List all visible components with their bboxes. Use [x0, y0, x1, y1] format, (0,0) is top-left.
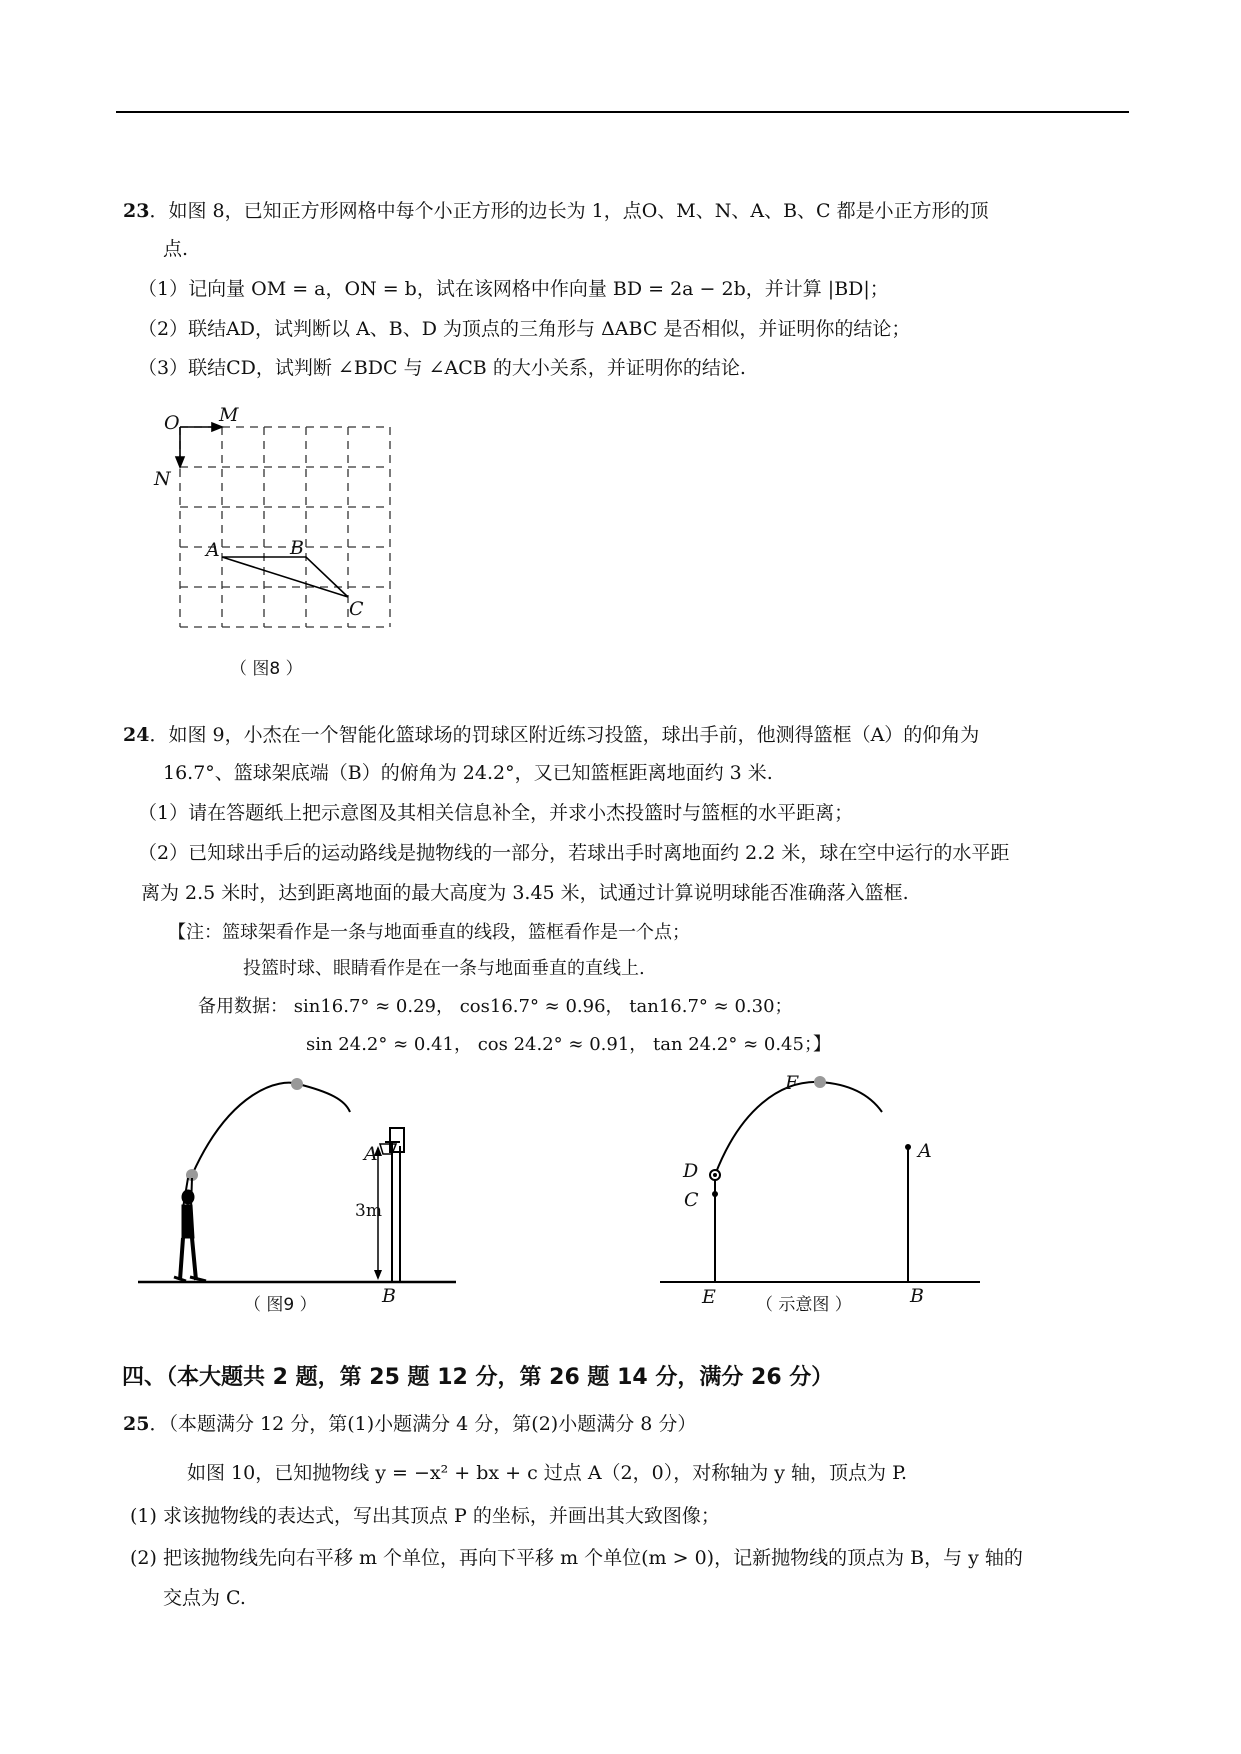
q24-part2a: （2）已知球出手后的运动路线是抛物线的一部分，若球出手时离地面约 2.2 米，球在空中运行的水平距: [138, 842, 1010, 864]
data-row-1: sin16.7° ≈ 0.29， cos16.7° ≈ 0.96， tan16.7° ≈ 0.30；: [293, 996, 793, 1017]
header-rule: [116, 111, 1129, 113]
fig9-label-b: B: [382, 1285, 396, 1307]
triangle-abc: [222, 557, 348, 597]
q23-part2: （2）联结AD，试判断以 A、B、D 为顶点的三角形与 ΔABC 是否相似，并证明你的结论；: [138, 318, 911, 340]
label-b: B: [290, 537, 304, 559]
q24-part2b: 离为 2.5 米时，达到距离地面的最大高度为 3.45 米，试通过计算说明球能否准确落入篮框.: [141, 882, 909, 904]
section-4-heading: 四、（本大题共 2 题，第 25 题 12 分，第 26 题 14 分，满分 26 分）: [122, 1365, 834, 1390]
q23-text: ．如图 8，已知正方形网格中每个小正方形的边长为 1，点O、M、N、A、B、C 都是小正方形的顶: [149, 200, 989, 222]
fig9-height-label: 3m: [355, 1201, 382, 1221]
arrow-down-icon: [374, 1270, 382, 1280]
sketch-label-a: A: [918, 1140, 932, 1162]
ball-apex-icon: [291, 1078, 303, 1090]
q25-part2: (2) 把该抛物线先向右平移 m 个单位，再向下平移 m 个单位(m > 0)，记新抛物线的顶点为 B，与 y 轴的: [130, 1547, 1023, 1569]
q24-number: 24: [123, 724, 150, 746]
q23-number: 23: [123, 200, 150, 222]
figure-8-grid: [150, 395, 410, 655]
label-m: M: [219, 404, 239, 426]
q25-number: 25: [123, 1413, 150, 1435]
sketch-caption: （ 示意图 ）: [756, 1295, 852, 1315]
sketch-label-e: E: [702, 1286, 716, 1308]
q24-line2: 16.7°、篮球架底端（B）的俯角为 24.2°，又已知篮框距离地面约 3 米.: [163, 762, 773, 784]
sketch-label-f: F: [785, 1072, 799, 1094]
point-f-icon: [814, 1076, 826, 1088]
q24-note3: [198, 994, 793, 1020]
label-a: A: [206, 539, 220, 561]
basketball-hoop-icon: [380, 1128, 404, 1282]
q25-head: [123, 1411, 696, 1437]
sketch-label-d: D: [683, 1160, 699, 1182]
q25-part1: (1) 求该抛物线的表达式，写出其顶点 P 的坐标，并画出其大致图像；: [130, 1505, 720, 1527]
q23-line2: 点.: [163, 238, 189, 260]
label-o: O: [164, 412, 180, 434]
player-icon: [174, 1178, 206, 1281]
ball-trajectory: [192, 1083, 350, 1175]
q25-line1: 如图 10，已知抛物线 y = −x² + bx + c 过点 A（2，0），对称轴为 y 轴，顶点为 P.: [187, 1462, 908, 1484]
q24-note1: 【注：篮球架看作是一条与地面垂直的线段，篮框看作是一个点；: [168, 922, 690, 943]
sketch-trajectory: [715, 1082, 882, 1175]
figure-8-caption: （ 图8 ）: [230, 659, 303, 679]
q24-note4: sin 24.2° ≈ 0.41， cos 24.2° ≈ 0.91， tan 24.2° ≈ 0.45；】: [306, 1034, 831, 1055]
label-n: N: [154, 468, 171, 490]
schematic-sketch: [650, 1070, 990, 1290]
q23-line1: [123, 198, 989, 224]
figure-9: [130, 1070, 470, 1290]
sketch-label-c: C: [684, 1189, 699, 1211]
sketch-label-b: B: [910, 1285, 924, 1307]
fig9-label-a: A: [364, 1143, 378, 1165]
label-c: C: [349, 598, 364, 620]
q24-part1: （1）请在答题纸上把示意图及其相关信息补全，并求小杰投篮时与篮框的水平距离；: [138, 802, 854, 824]
q25-part2b: 交点为 C.: [163, 1587, 246, 1609]
data-label: 备用数据：: [198, 996, 288, 1017]
arrowhead-n-icon: [176, 457, 184, 467]
q23-part3: （3）联结CD，试判断 ∠BDC 与 ∠ACB 的大小关系，并证明你的结论.: [138, 357, 746, 379]
figure-9-caption: （ 图9 ）: [244, 1295, 317, 1315]
q24-text: ．如图 9，小杰在一个智能化篮球场的罚球区附近练习投篮，球出手前，他测得篮框（A）的仰角为: [149, 724, 980, 746]
q25-head-text: ．（本题满分 12 分，第(1)小题满分 4 分，第(2)小题满分 8 分）: [149, 1413, 697, 1435]
q23-part1: （1）记向量 OM = a，ON = b，试在该网格中作向量 BD = 2a − 2b，并计算 |BD|；: [138, 278, 889, 300]
q24-line1: [123, 722, 979, 748]
q24-note2: 投篮时球、眼睛看作是在一条与地面垂直的直线上.: [243, 958, 645, 979]
